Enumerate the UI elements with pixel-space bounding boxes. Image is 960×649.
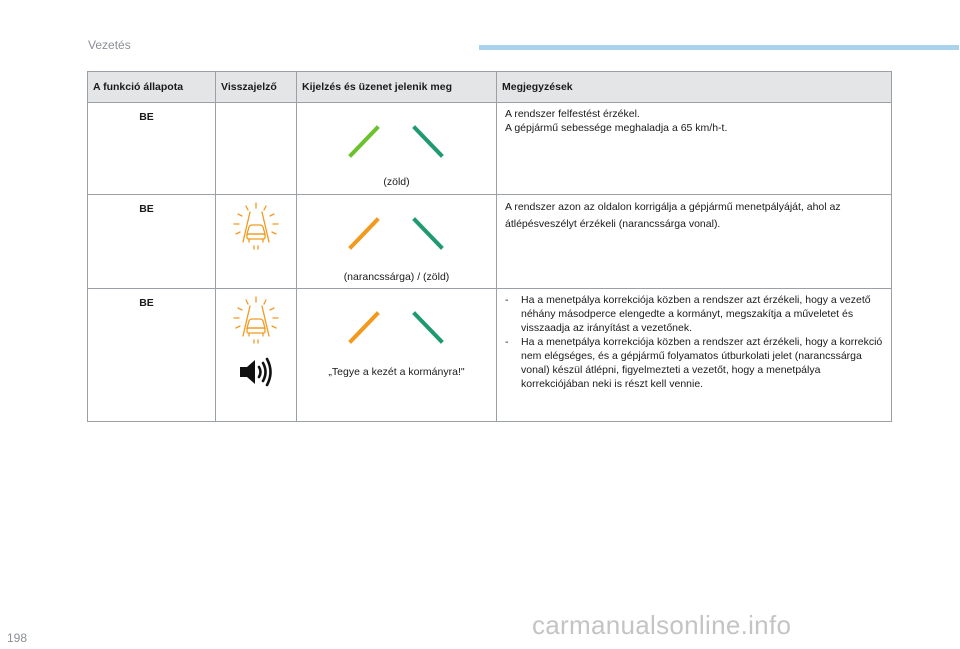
lane-lines-graphic <box>297 195 497 253</box>
note-list <box>505 293 883 391</box>
note-text: Ha a menetpálya korrekciója közben a rendszer azt érzékeli, hogy a korrekció nem elégséges, és a gépjármű folyamatos útburkolati jelet (narancssárga vonal) készül átlépni, figyelmezteti a vezetőt, hogy a menetpálya korrekciójában neki is részt kell vennie. <box>521 336 883 390</box>
column-header-display: Kijelzés és üzenet jelenik meg <box>297 72 497 103</box>
lane-lines-graphic <box>297 103 497 161</box>
display-caption: „Tegye a kezét a kormányra!" <box>328 366 465 378</box>
indicator-cell <box>216 195 297 289</box>
state-cell <box>88 195 216 289</box>
column-header-state: A funkció állapota <box>88 72 216 103</box>
state-value: BE <box>139 297 154 309</box>
lane-departure-warning-icon <box>231 294 281 344</box>
display-caption: (narancssárga) / (zöld) <box>343 271 450 283</box>
list-item <box>505 293 883 335</box>
watermark: carmanualsonline.info <box>532 610 792 640</box>
notes-cell <box>497 195 892 289</box>
display-cell <box>297 289 497 422</box>
speaker-sound-icon <box>236 356 276 388</box>
left-lane-line <box>351 220 377 247</box>
notes-cell <box>497 103 892 195</box>
notes-cell <box>497 289 892 422</box>
note-text: A gépjármű sebessége meghaladja a 65 km/h-t. <box>505 122 728 134</box>
display-caption: (zöld) <box>383 176 410 188</box>
indicator-cell <box>216 103 297 195</box>
section-header-bar <box>479 45 959 50</box>
display-cell <box>297 103 497 195</box>
list-item <box>505 335 883 391</box>
feature-status-table <box>87 71 892 422</box>
note-text: A rendszer azon az oldalon korrigálja a gépjármű menetpályáját, ahol az átlépésveszélyt érzékeli (narancssárga vonal). <box>505 201 841 230</box>
display-cell <box>297 195 497 289</box>
left-lane-line <box>351 314 377 341</box>
lane-departure-warning-icon <box>231 200 281 250</box>
table-header-row <box>88 72 892 103</box>
right-lane-line <box>415 314 441 341</box>
section-title: Vezetés <box>88 38 131 52</box>
right-lane-line <box>415 128 441 155</box>
note-bullet: - <box>505 294 509 306</box>
note-bullet: - <box>505 336 509 348</box>
state-value: BE <box>139 203 154 215</box>
column-header-notes: Megjegyzések <box>497 72 892 103</box>
state-cell <box>88 103 216 195</box>
note-text: A rendszer felfestést érzékel. <box>505 108 640 120</box>
column-header-indicator: Visszajelző <box>216 72 297 103</box>
state-value: BE <box>139 111 154 123</box>
indicator-cell <box>216 289 297 422</box>
table-row <box>88 195 892 289</box>
left-lane-line <box>351 128 377 155</box>
table-row <box>88 103 892 195</box>
lane-lines-graphic <box>297 289 497 347</box>
right-lane-line <box>415 220 441 247</box>
state-cell <box>88 289 216 422</box>
note-text: Ha a menetpálya korrekciója közben a rendszer azt érzékeli, hogy a vezető néhány másodperce elengedte a kormányt, megszakítja a műveletet és visszaadja az irányítást a vezetőnek. <box>521 294 871 334</box>
page-number: 198 <box>7 631 28 645</box>
table-row <box>88 289 892 422</box>
